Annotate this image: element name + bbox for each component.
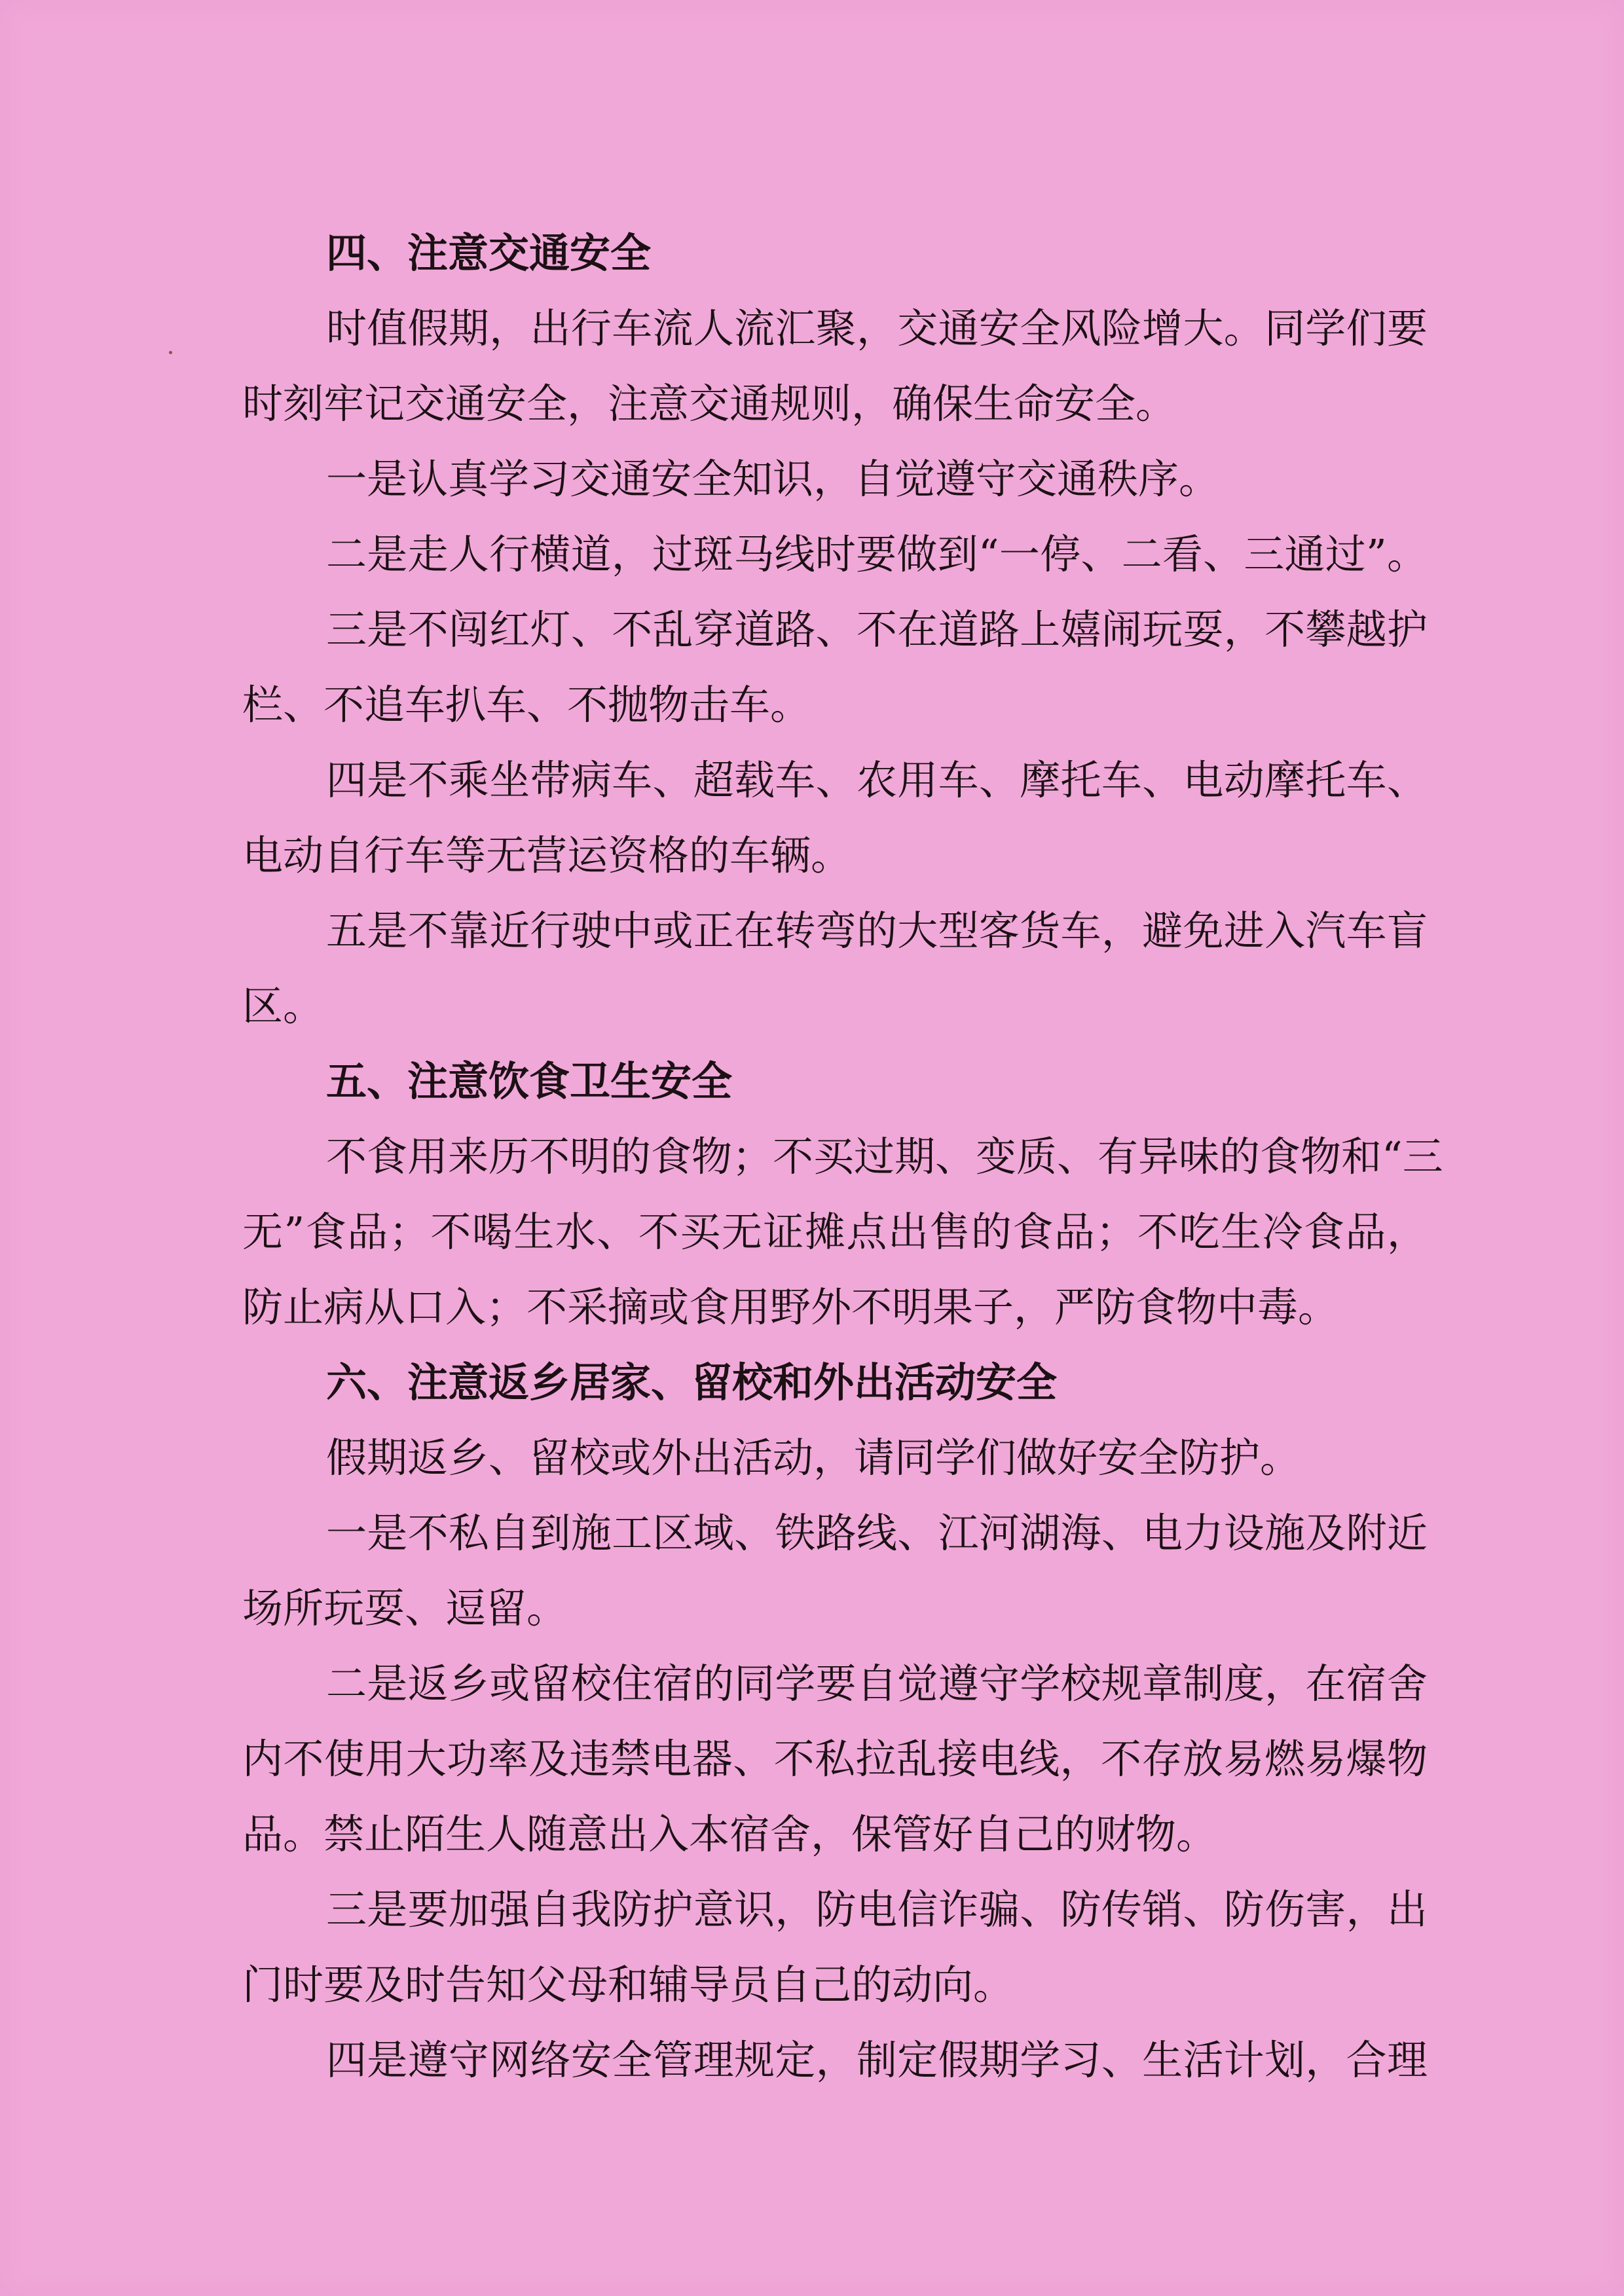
paragraph-line: 假期返乡、留校或外出活动，请同学们做好安全防护。: [326, 1434, 1301, 1482]
paragraph-line: 三是不闯红灯、不乱穿道路、不在道路上嬉闹玩耍，不攀越护: [326, 606, 1428, 653]
paragraph-line: 区。: [242, 982, 324, 1030]
paragraph-line: 五是不靠近行驶中或正在转弯的大型客货车，避免进入汽车盲: [326, 907, 1428, 955]
paragraph-line: 栏、不追车扒车、不抛物击车。: [242, 681, 811, 729]
paragraph-line: 内不使用大功率及违禁电器、不私拉乱接电线，不存放易燃易爆物: [242, 1735, 1428, 1783]
section-heading-traffic: 四、注意交通安全: [326, 229, 652, 277]
paragraph-line: 一是不私自到施工区域、铁路线、江河湖海、电力设施及附近: [326, 1509, 1428, 1557]
paragraph-line: 四是遵守网络安全管理规定，制定假期学习、生活计划，合理: [326, 2036, 1428, 2084]
paragraph-line: 二是返乡或留校住宿的同学要自觉遵守学校规章制度，在宿舍: [326, 1660, 1428, 1707]
paragraph-line: 无”食品；不喝生水、不买无证摊点出售的食品；不吃生冷食品，: [242, 1208, 1428, 1256]
section-heading-home-campus-outing: 六、注意返乡居家、留校和外出活动安全: [326, 1358, 1058, 1406]
paragraph-line: 不食用来历不明的食物；不买过期、变质、有异味的食物和“三: [326, 1133, 1443, 1180]
paragraph-line: 防止病从口入；不采摘或食用野外不明果子，严防食物中毒。: [242, 1283, 1339, 1331]
paragraph-line: 时刻牢记交通安全，注意交通规则，确保生命安全。: [242, 380, 1177, 428]
paragraph-line: 四是不乘坐带病车、超载车、农用车、摩托车、电动摩托车、: [326, 756, 1428, 804]
section-heading-food: 五、注意饮食卫生安全: [326, 1057, 733, 1105]
paragraph-line: 时值假期，出行车流人流汇聚，交通安全风险增大。同学们要: [326, 304, 1428, 352]
paragraph-line: 场所玩耍、逗留。: [242, 1584, 568, 1632]
paragraph-line: 电动自行车等无营运资格的车辆。: [242, 831, 852, 879]
paragraph-line: 一是认真学习交通安全知识，自觉遵守交通秩序。: [326, 455, 1220, 503]
paragraph-line: 三是要加强自我防护意识，防电信诈骗、防传销、防伤害，出: [326, 1886, 1428, 1933]
paragraph-line: 门时要及时告知父母和辅导员自己的动向。: [242, 1961, 1014, 2009]
paragraph-line: 二是走人行横道，过斑马线时要做到“一停、二看、三通过”。: [326, 530, 1428, 578]
paragraph-line: 品。禁止陌生人随意出入本宿舍，保管好自己的财物。: [242, 1810, 1217, 1858]
